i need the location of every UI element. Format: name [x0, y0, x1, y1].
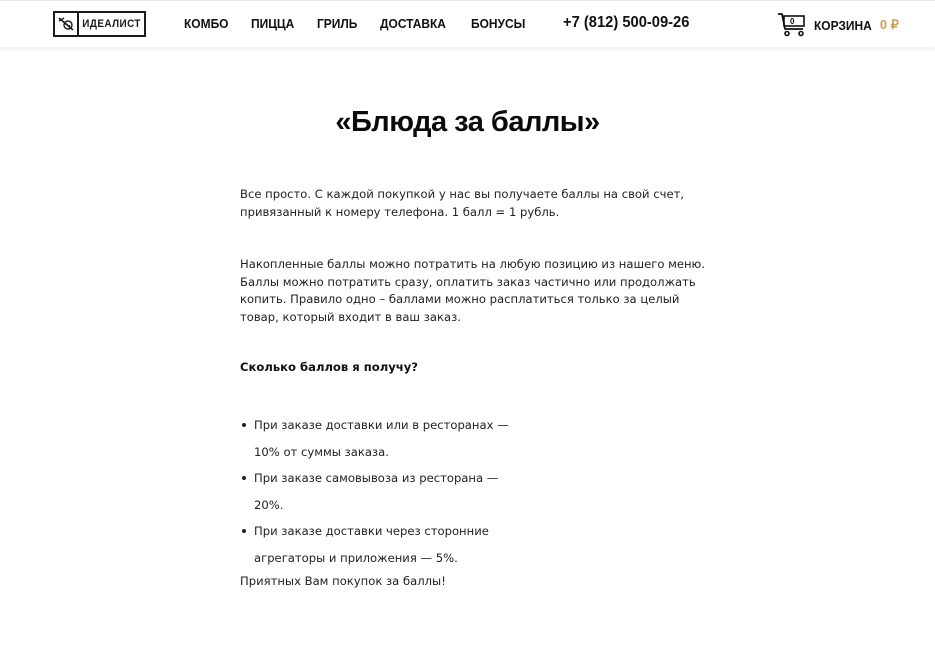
section-subheading: Сколько баллов я получу? [240, 360, 419, 374]
nav-item-bonuses[interactable]: БОНУСЫ [470, 16, 526, 31]
logo[interactable] [53, 11, 146, 37]
cart-total: 0 ₽ [879, 17, 899, 32]
nav-item-combo[interactable]: КОМБО [184, 16, 229, 31]
nav-item-delivery[interactable]: ДОСТАВКА [380, 16, 447, 31]
list-item: При заказе доставки или в ресторанах — 10% от суммы заказа. [240, 412, 514, 465]
main-nav [184, 16, 530, 31]
usage-paragraph: Накопленные баллы можно потратить на любую позицию из нашего меню. Баллы можно потратить сразу, оплатить заказ частично или продолжать копить. Правило одно – баллами можно расплатиться только за целый товар, который входит в ваш заказ. [240, 257, 706, 324]
list-item: При заказе самовывоза из ресторана — 20%. [240, 465, 514, 518]
phone-link[interactable]: +7 (812) 500-09-26 [563, 14, 690, 31]
intro-paragraph: Все просто. С каждой покупкой у нас вы получаете баллы на свой счет, привязанный к номеру телефона. 1 балл = 1 рубль. [240, 187, 685, 219]
site-header [0, 0, 935, 47]
shopping-cart-icon [777, 12, 809, 38]
points-list [240, 412, 710, 571]
page-title: «Блюда за баллы» [335, 106, 600, 138]
cart-button[interactable] [777, 12, 899, 38]
closing-text: Приятных Вам покупок за баллы! [240, 574, 446, 588]
cart-count: 0 [790, 17, 795, 26]
nav-item-pizza[interactable]: ПИЦЦА [251, 16, 295, 31]
nav-item-grill[interactable]: ГРИЛЬ [317, 16, 358, 31]
list-item: При заказе доставки через сторонние агрегаторы и приложения — 5%. [240, 518, 514, 571]
logo-text: ИДЕАЛИСТ [82, 18, 141, 30]
logo-icon [55, 13, 79, 35]
cart-label: КОРЗИНА [814, 17, 872, 33]
